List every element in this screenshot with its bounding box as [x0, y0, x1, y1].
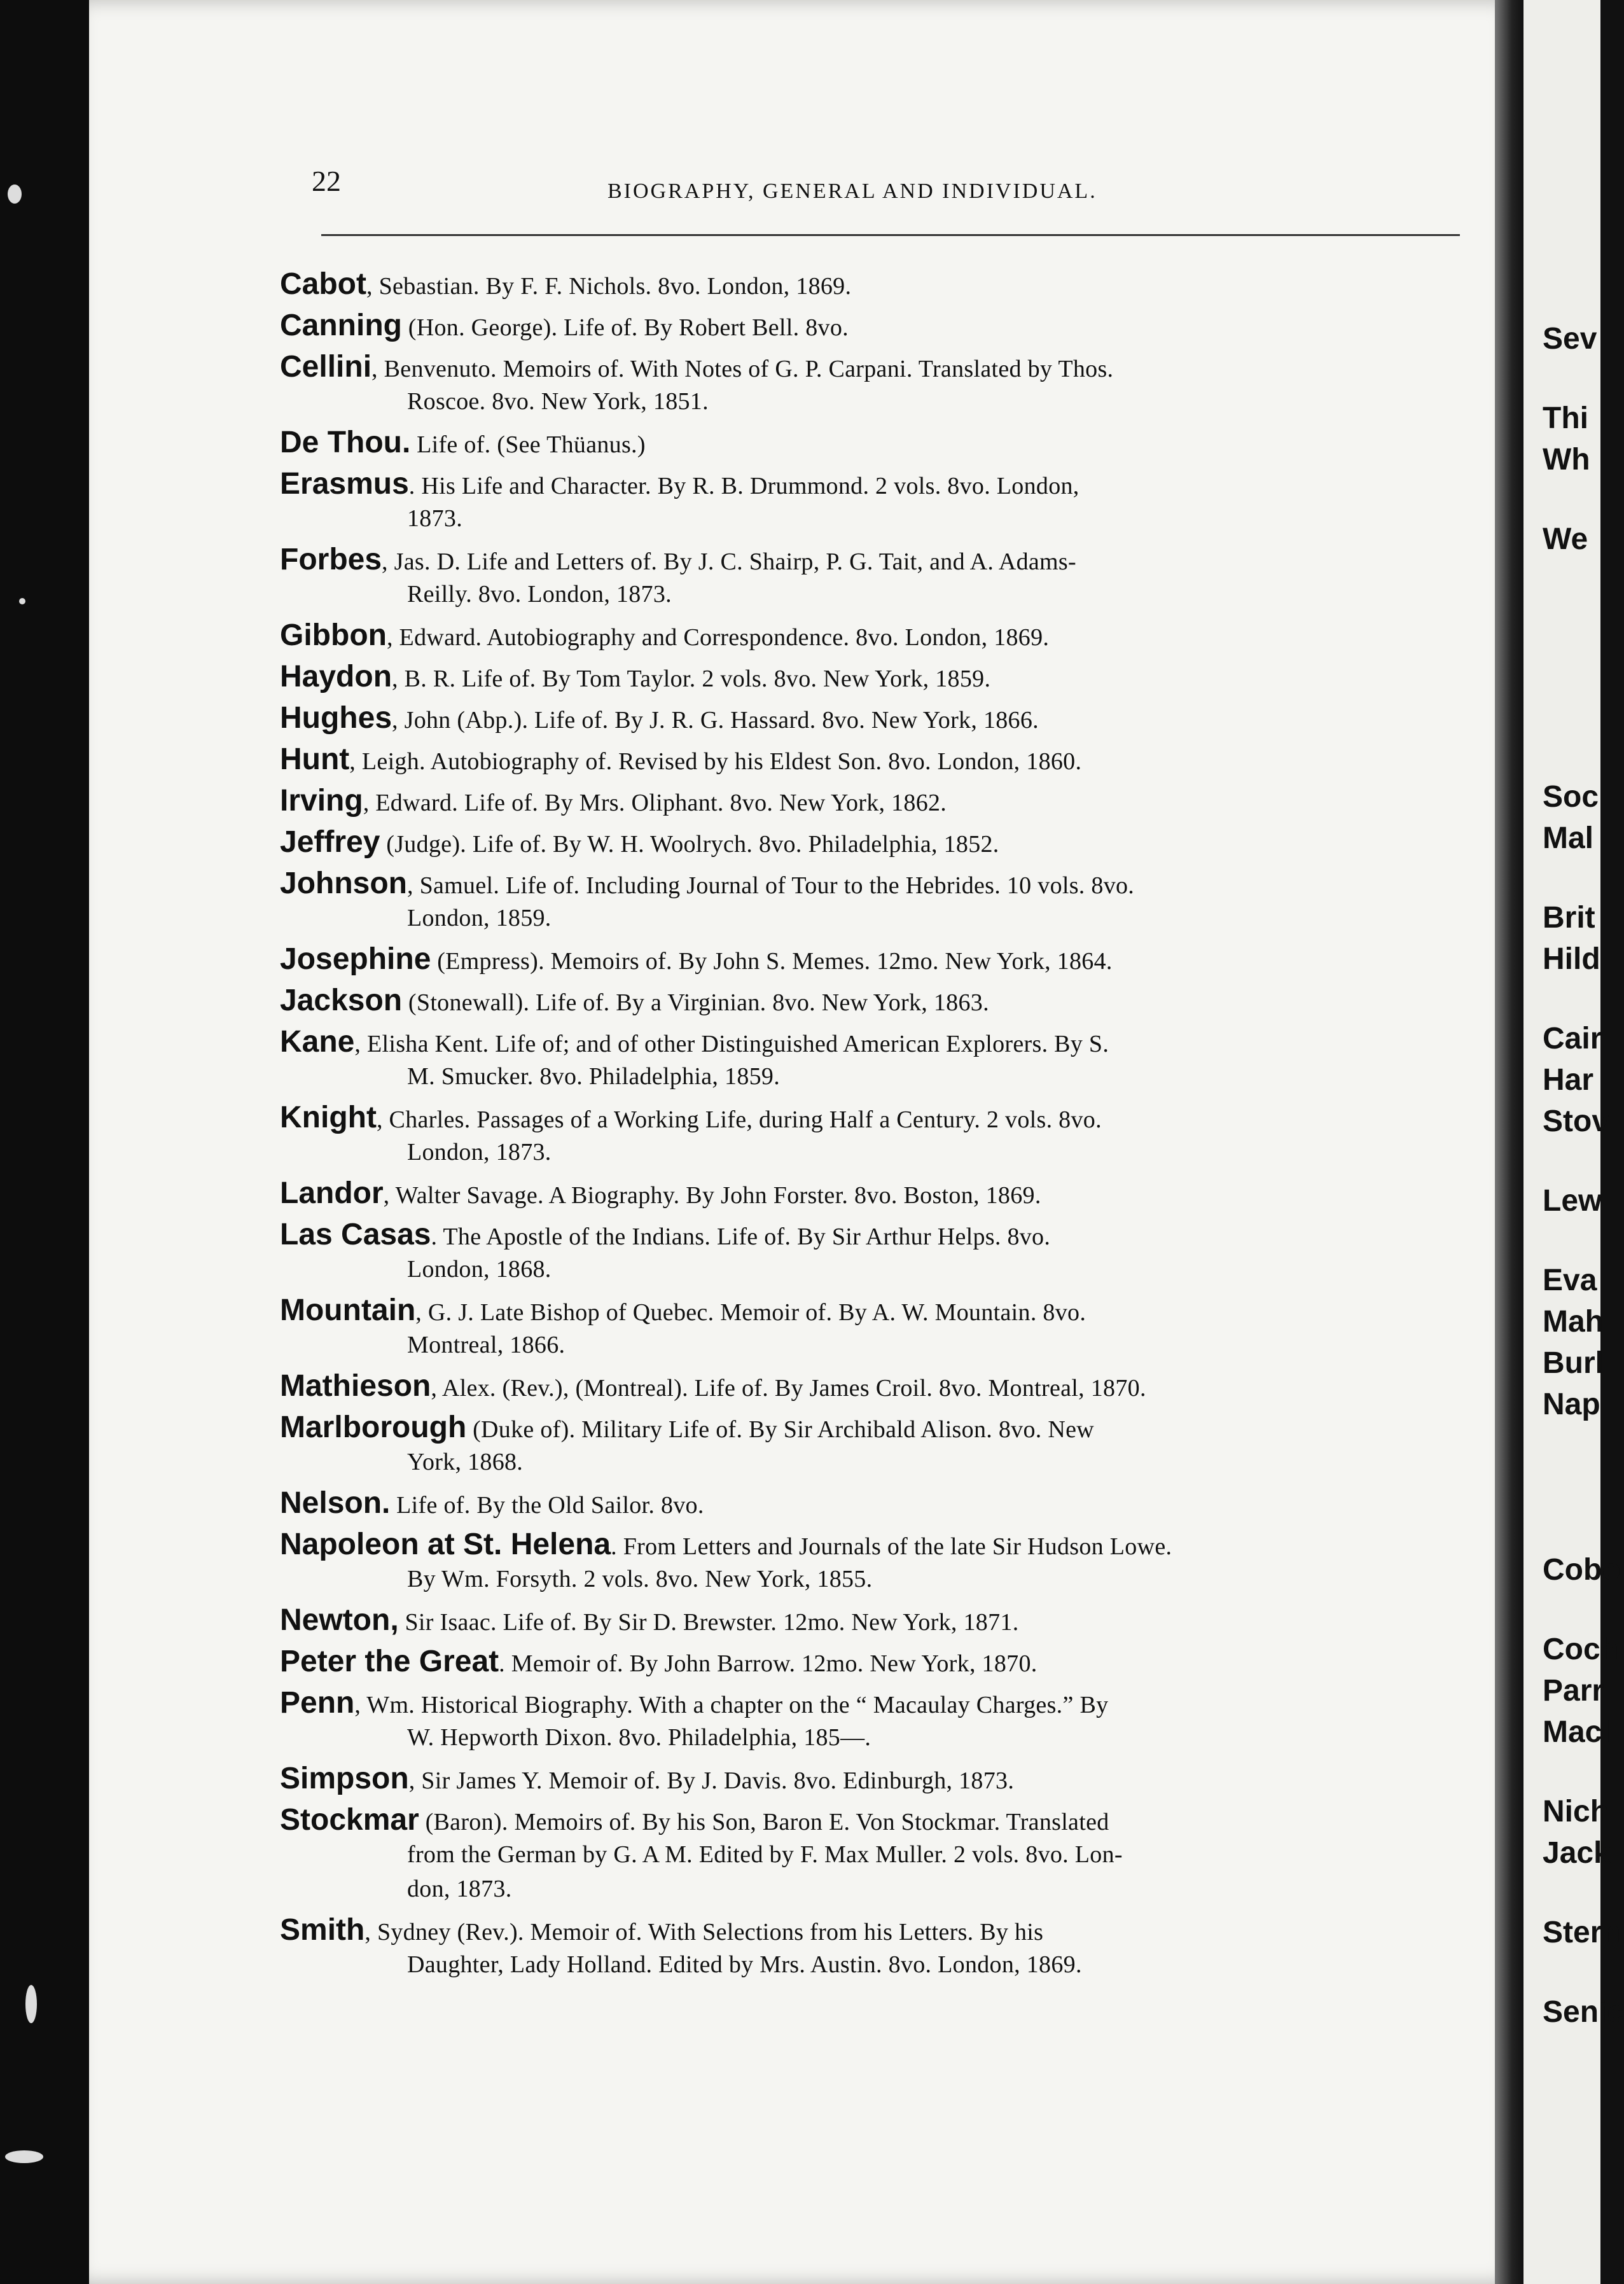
entry-text: , Sebastian. By F. F. Nichols. 8vo. London, 1869. [366, 273, 852, 300]
entry-first-line [280, 742, 1463, 777]
entry-first-line [280, 825, 1463, 860]
entry-text: Daughter, Lady Holland. Edited by Mrs. Austin. 8vo. London, 1869. [407, 1951, 1082, 1978]
entry-name: Las Casas [280, 1218, 431, 1251]
bibliography-entry [280, 1528, 1463, 1596]
facing-page-word: Wh [1543, 443, 1590, 477]
bibliography-entry [280, 984, 1463, 1018]
entry-name: Erasmus [280, 467, 409, 501]
entry-first-line [280, 350, 1463, 384]
entry-continuation-line [280, 501, 1463, 536]
entry-text: (Hon. George). Life of. By Robert Bell. 8vo. [401, 314, 849, 341]
left-scan-margin [0, 0, 95, 2284]
entry-text: (Empress). Memoirs of. By John S. Memes. 12mo. New York, 1864. [431, 948, 1113, 975]
facing-page-word: Stern [1543, 1916, 1621, 1949]
entry-text: By Wm. Forsyth. 2 vols. 8vo. New York, 1855. [407, 1566, 873, 1592]
entry-name: Peter the Great [280, 1645, 499, 1678]
bibliography-entry [280, 618, 1463, 653]
entry-text: (Stonewall). Life of. By a Virginian. 8vo. New York, 1863. [402, 989, 989, 1016]
entry-name: Kane [280, 1025, 355, 1059]
entry-first-line [280, 1762, 1463, 1796]
entry-text: Roscoe. 8vo. New York, 1851. [407, 388, 709, 415]
bibliography-entry [280, 309, 1463, 343]
entry-text: London, 1868. [407, 1256, 552, 1283]
entry-first-line [280, 309, 1463, 343]
entry-text: W. Hepworth Dixon. 8vo. Philadelphia, 185—. [407, 1724, 871, 1751]
facing-page-word: Eva [1543, 1264, 1597, 1297]
entry-text: , B. R. Life of. By Tom Taylor. 2 vols. 8vo. New York, 1859. [392, 665, 991, 692]
entry-first-line [280, 1410, 1463, 1445]
page-number: 22 [312, 165, 341, 197]
scan-speck [19, 598, 25, 604]
bibliography-entry [280, 1803, 1463, 1906]
bibliography-entry [280, 1603, 1463, 1638]
facing-page-word: Senic [1543, 1995, 1624, 2029]
bibliography-entry [280, 942, 1463, 977]
bibliography-entry [280, 1176, 1463, 1211]
bibliography-entry [280, 701, 1463, 735]
scan-speck [25, 1985, 37, 2023]
entry-first-line [280, 984, 1463, 1018]
entry-name: Penn [280, 1686, 355, 1720]
entry-text: . His Life and Character. By R. B. Drummond. 2 vols. 8vo. London, [408, 473, 1079, 499]
facing-page-word: Hild [1543, 942, 1600, 976]
entry-continuation-line [280, 1837, 1463, 1872]
facing-page-fragment [1523, 0, 1624, 2284]
entry-text: Life of. By the Old Sailor. 8vo. [390, 1492, 704, 1519]
entry-first-line [280, 1528, 1463, 1562]
entry-continuation-line [280, 1135, 1463, 1169]
bibliography-entry [280, 1101, 1463, 1169]
bibliography-list [280, 267, 1463, 1989]
entry-first-line [280, 784, 1463, 818]
entry-name: Mathieson [280, 1369, 431, 1403]
entry-text: , Jas. D. Life and Letters of. By J. C. Shairp, P. G. Tait, and A. Adams- [382, 548, 1076, 575]
entry-name: Johnson [280, 867, 407, 900]
facing-page-word: Cair [1543, 1022, 1602, 1055]
entry-name: Jackson [280, 984, 403, 1017]
bibliography-entry [280, 267, 1463, 302]
entry-name: Knight [280, 1101, 377, 1134]
entry-text: , G. J. Late Bishop of Quebec. Memoir of. By A. W. Mountain. 8vo. [415, 1299, 1086, 1326]
header-rule [321, 234, 1460, 236]
entry-name: Nelson. [280, 1486, 391, 1520]
bibliography-entry [280, 742, 1463, 777]
entry-text: , Samuel. Life of. Including Journal of Tour to the Hebrides. 10 vols. 8vo. [407, 872, 1135, 899]
entry-first-line [280, 1486, 1463, 1521]
entry-first-line [280, 1369, 1463, 1403]
entry-text: (Baron). Memoirs of. By his Son, Baron E. Von Stockmar. Translated [419, 1809, 1109, 1835]
entry-text: (Duke of). Military Life of. By Sir Archibald Alison. 8vo. New [466, 1416, 1094, 1443]
running-head: BIOGRAPHY, GENERAL AND INDIVIDUAL. [607, 179, 1097, 203]
entry-first-line [280, 942, 1463, 977]
entry-name: Hughes [280, 701, 392, 735]
bibliography-entry [280, 1410, 1463, 1479]
entry-text: , Edward. Life of. By Mrs. Oliphant. 8vo. New York, 1862. [363, 790, 947, 816]
entry-text: , John (Abp.). Life of. By J. R. G. Hassard. 8vo. New York, 1866. [392, 707, 1039, 734]
bibliography-entry [280, 1369, 1463, 1403]
facing-page-word: Stov [1543, 1104, 1609, 1138]
entry-text: , Benvenuto. Memoirs of. With Notes of G. P. Carpani. Translated by Thos. [371, 356, 1114, 382]
entry-text: , Charles. Passages of a Working Life, during Half a Century. 2 vols. 8vo. [376, 1106, 1102, 1133]
entry-name: Haydon [280, 660, 392, 693]
entry-first-line [280, 1645, 1463, 1679]
entry-first-line [280, 1025, 1463, 1059]
entry-continuation-line [280, 1872, 1463, 1906]
scan-speck [8, 185, 22, 204]
entry-name: Simpson [280, 1762, 409, 1795]
bibliography-entry [280, 784, 1463, 818]
entry-text: . The Apostle of the Indians. Life of. By Sir Arthur Helps. 8vo. [431, 1223, 1051, 1250]
entry-first-line [280, 867, 1463, 901]
entry-text: don, 1873. [407, 1876, 512, 1902]
facing-page-word: Lew [1543, 1184, 1602, 1218]
bibliography-entry [280, 467, 1463, 536]
entry-text: 1873. [407, 505, 462, 532]
entry-name: Hunt [280, 742, 350, 776]
facing-page-word: Sev [1543, 322, 1597, 356]
facing-page-word: Har [1543, 1063, 1594, 1097]
entry-first-line [280, 1603, 1463, 1638]
entry-text: , Elisha Kent. Life of; and of other Distinguished American Explorers. By S. [354, 1031, 1109, 1057]
entry-text: York, 1868. [407, 1449, 524, 1475]
entry-text: from the German by G. A M. Edited by F. Max Muller. 2 vols. 8vo. Lon- [407, 1841, 1123, 1868]
bibliography-entry [280, 1645, 1463, 1679]
bibliography-entry [280, 867, 1463, 935]
page-gutter [1495, 0, 1523, 2284]
entry-first-line [280, 701, 1463, 735]
entry-text: , Walter Savage. A Biography. By John Forster. 8vo. Boston, 1869. [383, 1182, 1041, 1209]
entry-first-line [280, 267, 1463, 302]
entry-text: , Sydney (Rev.). Memoir of. With Selections from his Letters. By his [364, 1919, 1044, 1946]
facing-page-word: Parr [1543, 1674, 1604, 1708]
entry-name: Cellini [280, 350, 372, 384]
entry-text: , Leigh. Autobiography of. Revised by his Eldest Son. 8vo. London, 1860. [349, 748, 1082, 775]
entry-name: Gibbon [280, 618, 387, 652]
facing-page-word: We [1543, 522, 1588, 556]
facing-page-word: Macl [1543, 1715, 1611, 1749]
entry-first-line [280, 618, 1463, 653]
entry-continuation-line [280, 1328, 1463, 1362]
entry-text: London, 1859. [407, 905, 552, 931]
entry-name: De Thou. [280, 426, 411, 459]
scan-speck [5, 2150, 43, 2163]
entry-first-line [280, 543, 1463, 577]
entry-first-line [280, 1218, 1463, 1252]
facing-page-word: Jack [1543, 1836, 1611, 1870]
bibliography-entry [280, 1762, 1463, 1796]
entry-continuation-line [280, 901, 1463, 935]
facing-page-word: Nap [1543, 1388, 1600, 1421]
entry-name: Josephine [280, 942, 431, 976]
entry-name: Newton, [280, 1603, 399, 1637]
entry-continuation-line [280, 577, 1463, 611]
facing-page-word: Nich [1543, 1795, 1609, 1828]
facing-page-word: Cobo [1543, 1553, 1621, 1587]
entry-name: Marlborough [280, 1410, 467, 1444]
facing-page-word: Brit [1543, 901, 1595, 935]
entry-first-line [280, 660, 1463, 694]
bibliography-entry [280, 825, 1463, 860]
entry-text: , Sir James Y. Memoir of. By J. Davis. 8vo. Edinburgh, 1873. [408, 1767, 1015, 1794]
bibliography-entry [280, 1686, 1463, 1755]
entry-name: Mountain [280, 1293, 416, 1327]
facing-page-word: Mah [1543, 1305, 1604, 1339]
entry-first-line [280, 1686, 1463, 1720]
entry-first-line [280, 1913, 1463, 1947]
bibliography-entry [280, 1486, 1463, 1521]
entry-name: Canning [280, 309, 402, 342]
entry-text: , Wm. Historical Biography. With a chapter on the “ Macaulay Charges.” By [354, 1692, 1109, 1718]
entry-first-line [280, 467, 1463, 501]
facing-page-word: Thi [1543, 401, 1588, 435]
entry-first-line [280, 426, 1463, 460]
entry-continuation-line [280, 1252, 1463, 1286]
entry-text: , Alex. (Rev.), (Montreal). Life of. By James Croil. 8vo. Montreal, 1870. [431, 1375, 1146, 1402]
entry-text: M. Smucker. 8vo. Philadelphia, 1859. [407, 1063, 781, 1090]
facing-page-word: Mal [1543, 821, 1594, 855]
entry-name: Jeffrey [280, 825, 380, 859]
facing-page-word: Coch [1543, 1633, 1619, 1666]
entry-text: Life of. (See Thüanus.) [410, 431, 646, 458]
entry-first-line [280, 1101, 1463, 1135]
entry-text: Montreal, 1866. [407, 1332, 566, 1358]
entry-name: Smith [280, 1913, 365, 1947]
entry-text: Reilly. 8vo. London, 1873. [407, 581, 672, 608]
entry-name: Napoleon at St. Helena [280, 1528, 611, 1561]
bibliography-entry [280, 350, 1463, 419]
entry-first-line [280, 1293, 1463, 1328]
bibliography-entry [280, 1218, 1463, 1286]
bibliography-entry [280, 660, 1463, 694]
bibliography-entry [280, 1293, 1463, 1362]
entry-text: (Judge). Life of. By W. H. Woolrych. 8vo. Philadelphia, 1852. [380, 831, 999, 858]
entry-name: Forbes [280, 543, 382, 576]
entry-name: Cabot [280, 267, 366, 301]
bibliography-entry [280, 543, 1463, 611]
entry-first-line [280, 1176, 1463, 1211]
entry-text: . Memoir of. By John Barrow. 12mo. New York, 1870. [499, 1650, 1038, 1677]
bibliography-entry [280, 1025, 1463, 1094]
entry-first-line [280, 1803, 1463, 1837]
facing-page-word: Soc [1543, 780, 1599, 814]
facing-page-word: Burl [1543, 1346, 1604, 1380]
bibliography-entry [280, 426, 1463, 460]
entry-text: . From Letters and Journals of the late Sir Hudson Lowe. [611, 1533, 1172, 1560]
entry-continuation-line [280, 1562, 1463, 1596]
entry-text: Sir Isaac. Life of. By Sir D. Brewster. 12mo. New York, 1871. [398, 1609, 1019, 1636]
entry-continuation-line [280, 1947, 1463, 1982]
entry-continuation-line [280, 1059, 1463, 1094]
entry-name: Landor [280, 1176, 384, 1210]
entry-name: Stockmar [280, 1803, 419, 1837]
entry-name: Irving [280, 784, 363, 818]
entry-text: London, 1873. [407, 1139, 552, 1166]
entry-continuation-line [280, 1445, 1463, 1479]
entry-continuation-line [280, 1720, 1463, 1755]
entry-text: , Edward. Autobiography and Correspondence. 8vo. London, 1869. [386, 624, 1050, 651]
entry-continuation-line [280, 384, 1463, 419]
bibliography-entry [280, 1913, 1463, 1982]
